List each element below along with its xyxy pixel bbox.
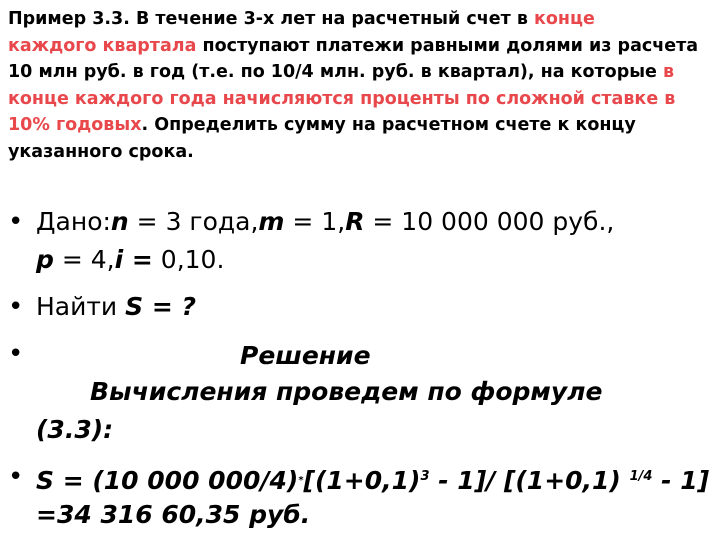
find-line <box>36 289 716 325</box>
given-line-1 <box>36 204 716 240</box>
var-n: n <box>110 207 129 236</box>
formula-part-1: S = (10 000 000/4) <box>36 466 299 495</box>
formula-result: =34 316 60,35 руб. <box>36 500 311 529</box>
given-line-2 <box>36 242 716 278</box>
highlight-each-quarter: каждого квартала <box>8 35 197 56</box>
var-p: p <box>36 245 54 274</box>
highlight-interest: в конце каждого года начисляются проценты по сложной ставке в 10% годовых <box>8 62 676 135</box>
var-i: i = <box>114 245 153 274</box>
solution-text-1: Вычисления проведем по формуле <box>90 377 603 406</box>
val-i: 0,10. <box>152 245 225 274</box>
formula-exp-2: 1/4 <box>629 469 653 484</box>
highlight-end-of-quarter: конце <box>534 9 595 29</box>
val-m: = 1, <box>284 207 346 236</box>
val-p: = 4, <box>53 245 115 274</box>
bullet-marker: • <box>8 292 24 322</box>
statement-text-3: . Определить сумму на расчетном счете к концу указанного срока. <box>8 115 636 162</box>
find-label: Найти <box>36 292 126 321</box>
formula-part-2: [(1+0,1) <box>303 466 421 495</box>
var-m: m <box>258 207 285 236</box>
val-r: = 10 000 000 руб., <box>364 207 615 236</box>
solution-title: Решение <box>240 341 371 370</box>
statement-text-2: поступают платежи равными долями из расчета 10 млн руб. в год (т.е. по 10/4 млн. руб. в квартал), на которые <box>8 35 699 82</box>
bullet-marker: • <box>8 207 24 237</box>
given-label: Дано: <box>36 207 111 236</box>
formula-exp-1: 3 <box>420 469 430 484</box>
val-n: = 3 года, <box>128 207 259 236</box>
problem-statement <box>8 6 712 165</box>
find-expr: S = ? <box>125 292 196 321</box>
var-r: R <box>345 207 365 236</box>
statement-text-1: Пример 3.3. В течение 3-х лет на расчетный счет в <box>8 9 535 29</box>
solution-text-2: (3.3): <box>36 415 114 444</box>
formula-part-3: - 1]/ [(1+0,1) <box>429 466 630 495</box>
bullet-marker: • <box>8 339 24 369</box>
formula-line <box>36 459 716 499</box>
formula-mult: * <box>298 475 304 486</box>
bullet-marker: • <box>8 462 24 492</box>
formula-part-4: - 1] <box>652 466 710 495</box>
